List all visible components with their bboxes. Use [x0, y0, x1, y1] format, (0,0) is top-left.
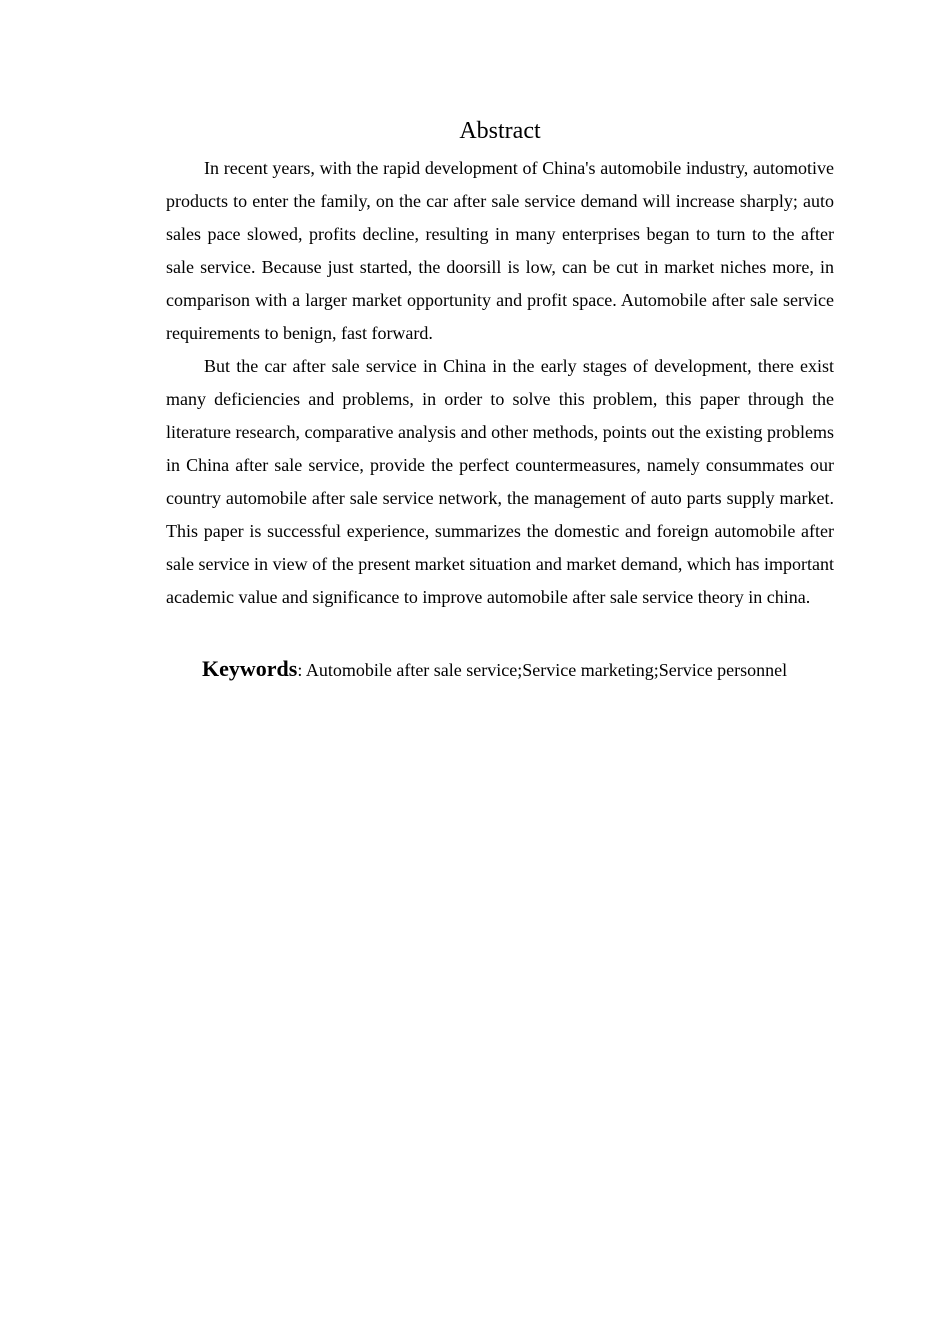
- keywords-label: Keywords: [202, 656, 298, 681]
- keywords-line: [166, 652, 834, 687]
- keywords-separator: :: [297, 660, 306, 680]
- abstract-title: Abstract: [459, 118, 541, 144]
- abstract-paragraph-2: But the car after sale service in China in the early stages of development, there exist many deficiencies and problems, in order to solve this problem, this paper through the literature research, comparative analysis and other methods, points out the existing problems in China after sale service, provide the perfect countermeasures, namely consummates our country automobile after sale service network, the management of auto parts supply market. This paper is successful experience, summarizes the domestic and foreign automobile after sale service in view of the present market situation and market demand, which has important academic value and significance to improve automobile after sale service theory in china.: [166, 356, 834, 607]
- abstract-section: [166, 114, 834, 687]
- keywords-text: Automobile after sale service;Service marketing;Service personnel: [305, 660, 788, 680]
- abstract-paragraph-1: In recent years, with the rapid development of China's automobile industry, automotive products to enter the family, on the car after sale service demand will increase sharply; auto sales pace slowed, profits decline, resulting in many enterprises began to turn to the after sale service. Because just started, the doorsill is low, can be cut in market niches more, in comparison with a larger market opportunity and profit space. Automobile after sale service requirements to benign, fast forward.: [166, 158, 834, 343]
